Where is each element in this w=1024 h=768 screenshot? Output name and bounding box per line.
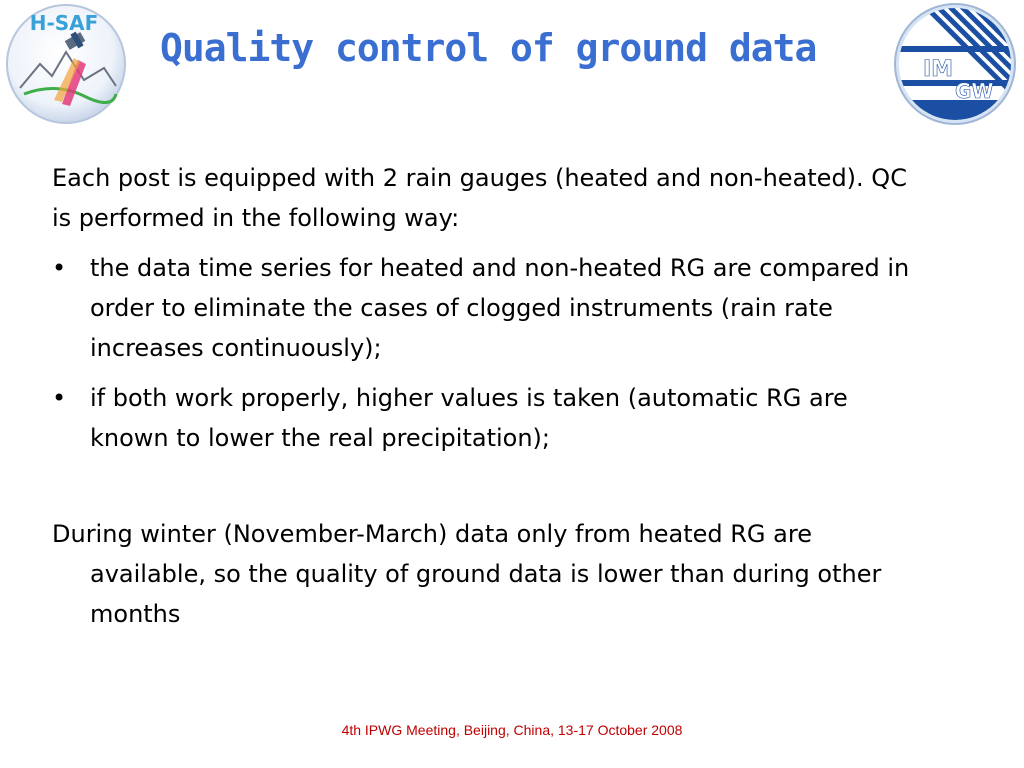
bullet-item [52,248,932,368]
closing-paragraph: During winter (November-March) data only from heated RG are available, so the quality of ground data is lower than during other months [52,520,882,628]
imgw-logo [893,2,1017,126]
svg-text:GW: GW [955,79,994,103]
spacer [52,458,932,514]
slide-title: Quality control of ground data [160,26,817,70]
bullet-text: the data time series for heated and non-heated RG are compared in order to eliminate the cases of clogged instruments (rain rate increases continuously); [90,254,910,362]
bullet-text: if both work properly, higher values is taken (automatic RG are known to lower the real precipitation); [90,384,848,452]
slide-footer: 4th IPWG Meeting, Beijing, China, 13-17 October 2008 [341,722,683,738]
h-saf-logo [4,2,128,126]
svg-text:IM: IM [923,57,954,82]
slide-body [52,158,932,634]
bullet-marker: • [52,254,67,282]
bullet-marker: • [52,384,67,412]
intro-paragraph: Each post is equipped with 2 rain gauges (heated and non-heated). QC is performed in the following way: [52,164,907,232]
bullet-item [52,378,932,458]
svg-text:H-SAF: H-SAF [29,11,99,35]
